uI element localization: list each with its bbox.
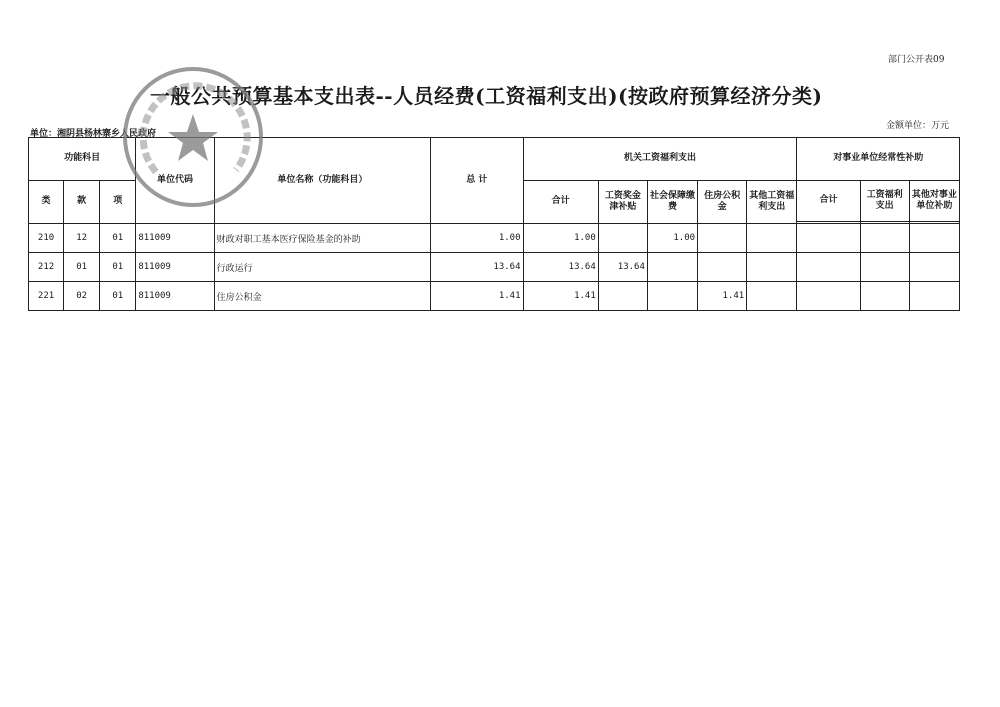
total-header: 总 计	[431, 138, 523, 224]
org-social-cell: 1.00	[647, 224, 697, 253]
org-housing-cell: 1.41	[698, 282, 747, 311]
lei-header: 类	[29, 181, 64, 224]
unit-name-header: 单位名称（功能科目）	[214, 138, 431, 224]
table-row	[29, 253, 960, 282]
org-salary-cell: 13.64	[598, 253, 647, 282]
org-housing-header: 住房公积金	[698, 181, 747, 224]
inst-group-header: 对事业单位经常性补助	[797, 138, 960, 181]
lei-cell: 212	[29, 253, 64, 282]
org-total-cell: 13.64	[523, 253, 598, 282]
org-salary-cell	[598, 224, 647, 253]
unit-name-cell: 住房公积金	[214, 282, 431, 311]
kuan-cell: 02	[64, 282, 100, 311]
unit-code-cell: 811009	[136, 253, 214, 282]
org-other-header: 其他工资福利支出	[747, 181, 797, 224]
lei-cell: 210	[29, 224, 64, 253]
org-housing-cell	[698, 224, 747, 253]
unit-code-cell: 811009	[136, 224, 214, 253]
xiang-cell: 01	[100, 224, 136, 253]
table-row	[29, 282, 960, 311]
table-row	[29, 224, 960, 253]
org-social-cell	[647, 282, 697, 311]
form-code: 部门公开表09	[888, 55, 945, 65]
inst-total-cell	[797, 253, 860, 282]
page-title: 一般公共预算基本支出表--人员经费(工资福利支出)(按政府预算经济分类)	[150, 84, 823, 108]
total-cell: 1.00	[431, 224, 523, 253]
unit-name-cell: 财政对职工基本医疗保险基金的补助	[214, 224, 431, 253]
org-housing-cell	[698, 253, 747, 282]
inst-salary-cell	[860, 224, 909, 253]
inst-other-cell	[909, 253, 959, 282]
inst-salary-cell	[860, 282, 909, 311]
org-total-cell: 1.41	[523, 282, 598, 311]
org-salary-header: 工资奖金津补贴	[598, 181, 647, 224]
xiang-header: 项	[100, 181, 136, 224]
org-other-cell	[747, 253, 797, 282]
inst-other-cell	[909, 282, 959, 311]
xiang-cell: 01	[100, 282, 136, 311]
inst-other-cell	[909, 224, 959, 253]
func-subject-header: 功能科目	[29, 138, 136, 181]
unit-code-cell: 811009	[136, 282, 214, 311]
org-social-cell	[647, 253, 697, 282]
inst-total-header: 合计	[797, 181, 860, 222]
org-total-cell: 1.00	[523, 224, 598, 253]
org-other-cell	[747, 282, 797, 311]
amount-unit: 金额单位：万元	[886, 121, 950, 131]
org-total-header: 合计	[523, 181, 598, 224]
total-cell: 13.64	[431, 253, 523, 282]
org-social-header: 社会保障缴费	[647, 181, 697, 224]
org-salary-cell	[598, 282, 647, 311]
inst-total-cell	[797, 224, 860, 253]
org-group-header: 机关工资福利支出	[523, 138, 797, 181]
kuan-cell: 01	[64, 253, 100, 282]
unit-code-header: 单位代码	[136, 138, 214, 224]
org-other-cell	[747, 224, 797, 253]
unit-name-cell: 行政运行	[214, 253, 431, 282]
total-cell: 1.41	[431, 282, 523, 311]
inst-salary-header: 工资福利支出	[860, 181, 909, 222]
inst-salary-cell	[860, 253, 909, 282]
xiang-cell: 01	[100, 253, 136, 282]
official-seal	[118, 62, 268, 212]
inst-total-cell	[797, 282, 860, 311]
kuan-cell: 12	[64, 224, 100, 253]
lei-cell: 221	[29, 282, 64, 311]
unit-label: 单位：湘阴县杨林寨乡人民政府	[30, 129, 157, 139]
kuan-header: 款	[64, 181, 100, 224]
inst-other-header: 其他对事业单位补助	[909, 181, 959, 222]
